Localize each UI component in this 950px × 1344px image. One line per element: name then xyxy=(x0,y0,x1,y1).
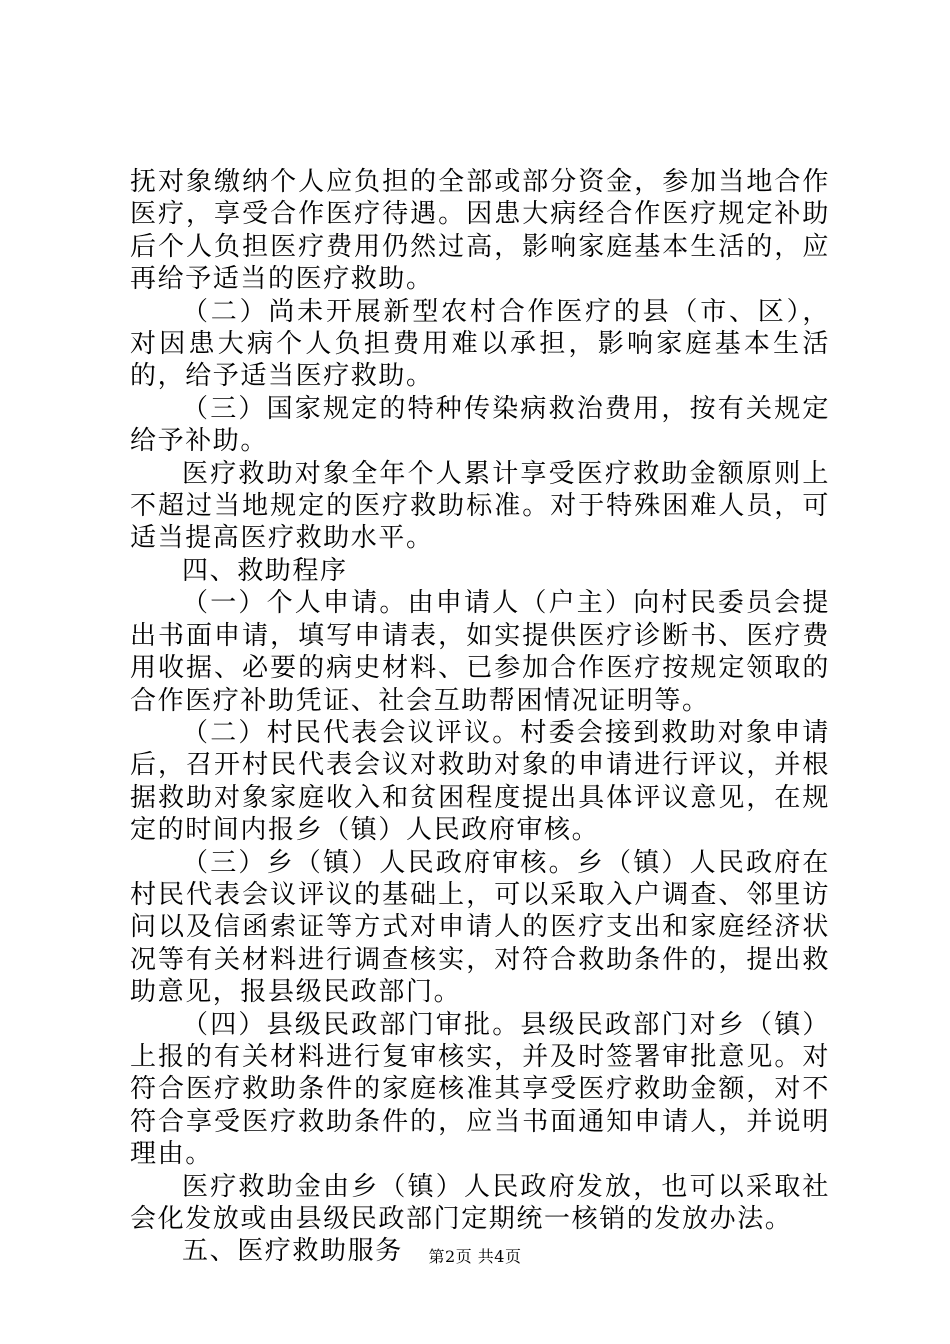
paragraph-7: （二）村民代表会议评议。村委会接到救助对象申请后，召开村民代表会议对救助对象的申请进行评议，并根据救助对象家庭收入和贫困程度提出具体评议意见，在规定的时间内报乡（镇）人民政府审核。 xyxy=(130,717,830,846)
page-number-footer: 第2页 共4页 xyxy=(428,1247,522,1266)
section-heading-service: 五、医疗救助服务 xyxy=(182,1236,403,1267)
paragraph-8: （三）乡（镇）人民政府审核。乡（镇）人民政府在村民代表会议评议的基础上，可以采取入户调查、邻里访问以及信函索证等方式对申请人的医疗支出和家庭经济状况等有关材料进行调查核实，对符合救助条件的，提出救助意见，报县级民政部门。 xyxy=(130,847,830,1008)
paragraph-3: （三）国家规定的特种传染病救治费用，按有关规定给予补助。 xyxy=(130,393,830,457)
section-heading-procedure: 四、救助程序 xyxy=(182,555,348,586)
document-body xyxy=(130,166,830,1268)
paragraph-2: （二）尚未开展新型农村合作医疗的县（市、区），对因患大病个人负担费用难以承担，影响家庭基本生活的，给予适当医疗救助。 xyxy=(130,296,830,392)
paragraph-4: 医疗救助对象全年个人累计享受医疗救助金额原则上不超过当地规定的医疗救助标准。对于特殊困难人员，可适当提高医疗救助水平。 xyxy=(130,458,830,554)
paragraph-1: 抚对象缴纳个人应负担的全部或部分资金，参加当地合作医疗，享受合作医疗待遇。因患大病经合作医疗规定补助后个人负担医疗费用仍然过高，影响家庭基本生活的，应再给予适当的医疗救助。 xyxy=(130,167,830,295)
paragraph-6: （一）个人申请。由申请人（户主）向村民委员会提出书面申请，填写申请表，如实提供医疗诊断书、医疗费用收据、必要的病史材料、已参加合作医疗按规定领取的合作医疗补助凭证、社会互助帮困情况证明等。 xyxy=(130,588,830,716)
paragraph-10: 医疗救助金由乡（镇）人民政府发放，也可以采取社会化发放或由县级民政部门定期统一核销的发放办法。 xyxy=(130,1171,830,1234)
paragraph-9: （四）县级民政部门审批。县级民政部门对乡（镇）上报的有关材料进行复审核实，并及时签署审批意见。对符合医疗救助条件的家庭核准其享受医疗救助金额，对不符合享受医疗救助条件的，应当书面通知申请人，并说明理由。 xyxy=(130,1009,830,1170)
